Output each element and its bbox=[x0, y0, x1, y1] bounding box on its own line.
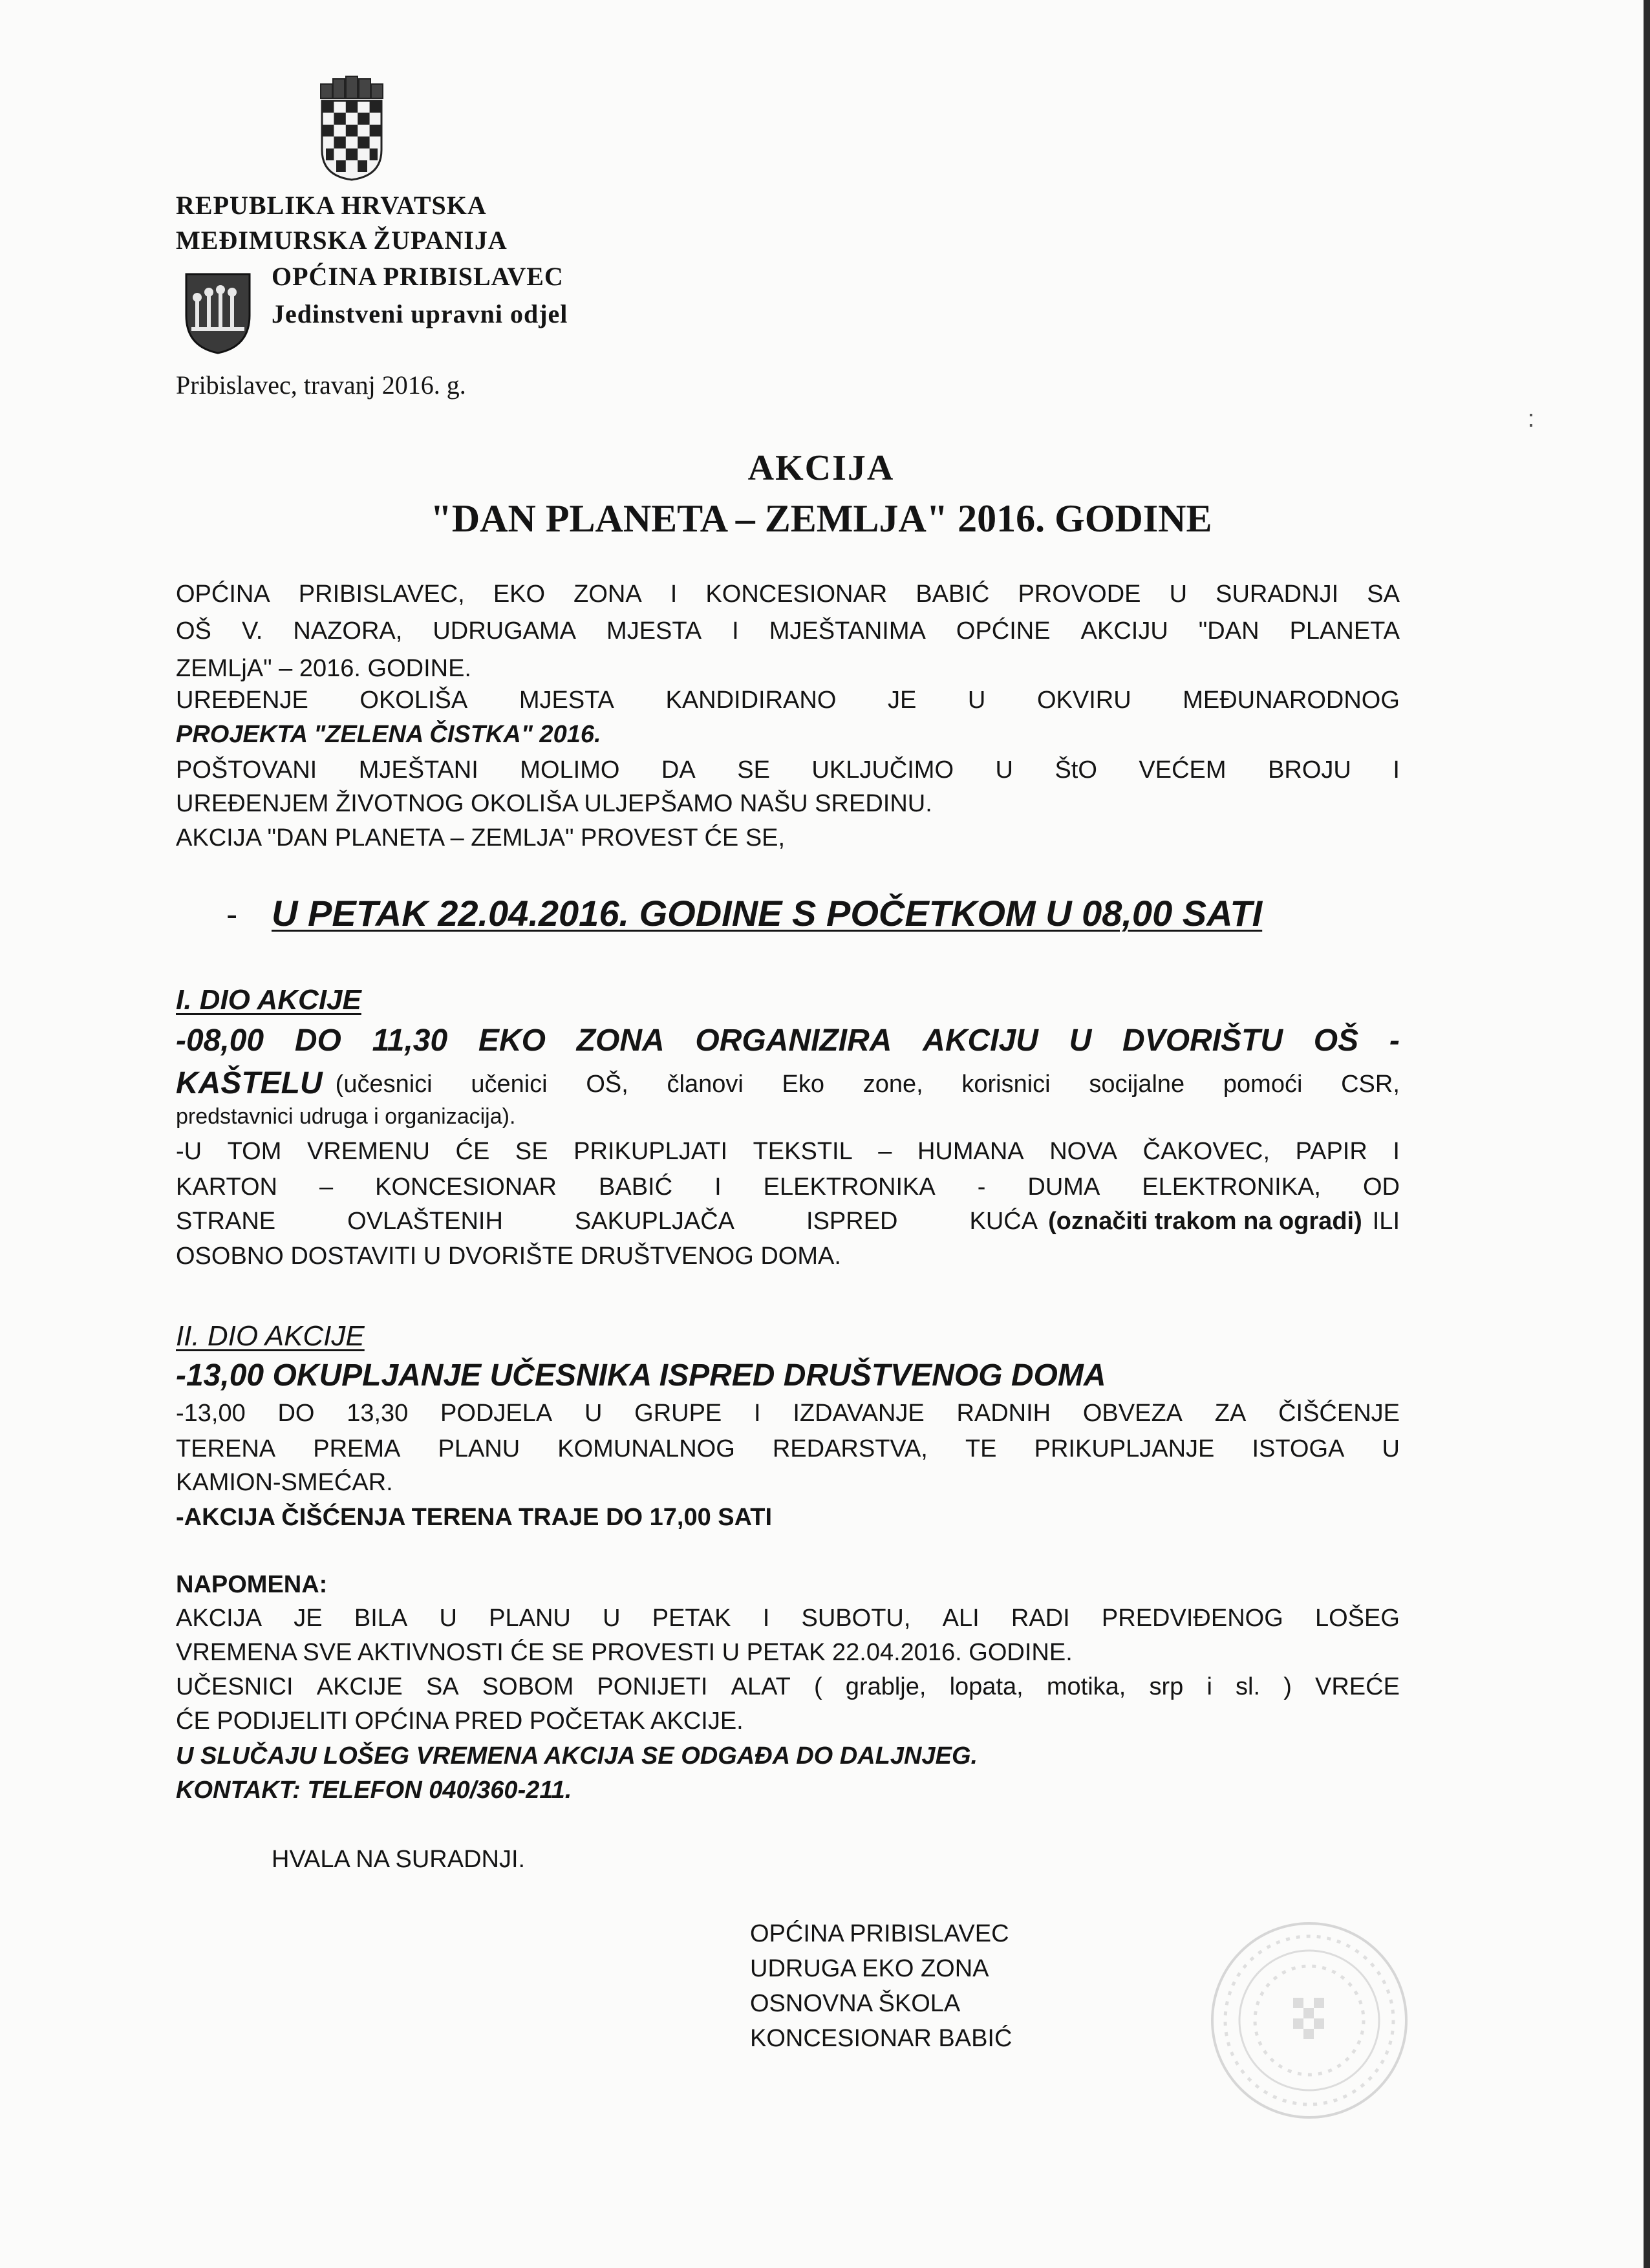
word: UČESNICI bbox=[176, 1673, 294, 1700]
word: EKO bbox=[493, 581, 546, 608]
word: 13,30 bbox=[347, 1400, 409, 1427]
project-name: PROJEKTA "ZELENA ČISTKA" 2016. bbox=[176, 721, 601, 748]
word: Eko bbox=[782, 1071, 824, 1098]
header-republic: REPUBLIKA HRVATSKA bbox=[176, 191, 487, 220]
word: I bbox=[732, 617, 739, 645]
word: I bbox=[1393, 756, 1400, 784]
word: - bbox=[977, 1173, 986, 1201]
word: I bbox=[670, 581, 678, 608]
word: STRANE bbox=[176, 1208, 276, 1235]
word: MJEŠTANI bbox=[358, 756, 478, 784]
part1-line-2-rest bbox=[336, 1065, 1400, 1101]
word: ISTOGA bbox=[1252, 1435, 1345, 1462]
word: ALAT bbox=[731, 1673, 791, 1700]
word: U bbox=[439, 1605, 457, 1632]
word: NOVA bbox=[1049, 1138, 1118, 1165]
word: ZONA bbox=[576, 1023, 665, 1058]
word: LOŠEG bbox=[1314, 1605, 1400, 1632]
word: pomoći bbox=[1223, 1071, 1303, 1098]
signatory-3: OSNOVNA ŠKOLA bbox=[750, 1990, 961, 2017]
word: "DAN bbox=[1198, 617, 1259, 645]
word: MOLIMO bbox=[520, 756, 620, 784]
part1-line-2 bbox=[176, 1065, 1400, 1101]
intro-line-4 bbox=[176, 687, 1400, 714]
scan-mark bbox=[1530, 414, 1532, 416]
part2-heading: II. DIO AKCIJE bbox=[176, 1320, 365, 1352]
part1-line-6 bbox=[176, 1208, 1400, 1236]
word: OPĆINA bbox=[176, 581, 270, 608]
word: VREĆE bbox=[1315, 1673, 1400, 1700]
word: U bbox=[1069, 1023, 1092, 1058]
word: PLANU bbox=[489, 1605, 571, 1632]
word: EKO bbox=[478, 1023, 546, 1058]
word: i bbox=[1206, 1673, 1212, 1700]
note-line-2: VREMENA SVE AKTIVNOSTI ĆE SE PROVESTI U PETAK 22.04.2016. GODINE. bbox=[176, 1639, 1073, 1666]
word: ISPRED bbox=[806, 1208, 898, 1235]
signatory-4: KONCESIONAR BABIĆ bbox=[750, 2025, 1012, 2052]
word: NAZORA, bbox=[293, 617, 403, 645]
word: – bbox=[878, 1138, 892, 1165]
word: PLANU bbox=[438, 1435, 520, 1462]
header-department: Jedinstveni upravni odjel bbox=[272, 299, 568, 328]
note-line-1 bbox=[176, 1605, 1400, 1632]
word: PAPIR bbox=[1295, 1138, 1367, 1165]
signatory-2: UDRUGA EKO ZONA bbox=[750, 1955, 989, 1982]
word: JE bbox=[294, 1605, 323, 1632]
municipal-coat-of-arms-icon bbox=[182, 270, 253, 356]
word: TOM bbox=[227, 1138, 282, 1165]
word: OKOLIŠA bbox=[359, 687, 468, 714]
word: SE bbox=[737, 756, 770, 784]
word: CSR, bbox=[1341, 1071, 1400, 1098]
word: OŠ bbox=[1313, 1023, 1359, 1058]
word: JE bbox=[887, 687, 917, 714]
word: KANDIDIRANO bbox=[665, 687, 837, 714]
word: BABIĆ bbox=[599, 1173, 673, 1201]
note-line-4: ĆE PODIJELITI OPĆINA PRED POČETAK AKCIJE. bbox=[176, 1707, 744, 1735]
word: ZA bbox=[1214, 1400, 1247, 1427]
word: MJESTA bbox=[519, 687, 614, 714]
word: zone, bbox=[862, 1071, 923, 1098]
word: KUĆA bbox=[969, 1208, 1038, 1235]
word: SURADNJI bbox=[1216, 581, 1339, 608]
word: srp bbox=[1149, 1673, 1184, 1700]
word: KONCESIONAR bbox=[705, 581, 888, 608]
word: ČIŠĆENJE bbox=[1278, 1400, 1400, 1427]
word: MJESTA bbox=[606, 617, 702, 645]
word: PODJELA bbox=[440, 1400, 553, 1427]
note-heading: NAPOMENA: bbox=[176, 1571, 328, 1598]
word: KARTON bbox=[176, 1173, 277, 1201]
word: lopata, bbox=[949, 1673, 1023, 1700]
word: ZONA bbox=[573, 581, 642, 608]
date-dash: - bbox=[226, 896, 238, 934]
word: I bbox=[714, 1173, 722, 1201]
header-county: MEĐIMURSKA ŽUPANIJA bbox=[176, 226, 508, 255]
word: članovi bbox=[667, 1071, 744, 1098]
word: KONCESIONAR bbox=[375, 1173, 557, 1201]
word: BROJU bbox=[1268, 756, 1351, 784]
word: V. bbox=[241, 617, 263, 645]
word: - bbox=[1389, 1023, 1400, 1058]
part2-line-1 bbox=[176, 1400, 1400, 1428]
word: BILA bbox=[354, 1605, 408, 1632]
word: DVORIŠTU bbox=[1122, 1023, 1283, 1058]
part1-line-4 bbox=[176, 1138, 1400, 1166]
word: MEĐUNARODNOG bbox=[1183, 687, 1400, 714]
word: I bbox=[1393, 1138, 1400, 1165]
word: TE bbox=[965, 1435, 997, 1462]
scan-edge bbox=[1644, 0, 1650, 2268]
word: PRIKUPLJANJE bbox=[1034, 1435, 1215, 1462]
word: ORGANIZIRA bbox=[695, 1023, 892, 1058]
word: grablje, bbox=[845, 1673, 927, 1700]
word: PETAK bbox=[652, 1605, 731, 1632]
title-action: AKCIJA bbox=[747, 448, 895, 488]
word: HUMANA bbox=[917, 1138, 1024, 1165]
part1-line-6-end: ILI bbox=[1372, 1208, 1400, 1235]
official-stamp bbox=[1203, 1914, 1416, 2127]
word: POŠTOVANI bbox=[176, 756, 317, 784]
word: -U bbox=[176, 1138, 202, 1165]
word: ČAKOVEC, bbox=[1142, 1138, 1270, 1165]
word: I bbox=[754, 1400, 761, 1427]
intro-line-2 bbox=[176, 617, 1400, 645]
word: korisnici bbox=[961, 1071, 1051, 1098]
word: SAKUPLJAČA bbox=[574, 1208, 734, 1235]
note-weather: U SLUČAJU LOŠEG VREMENA AKCIJA SE ODGAĐA DO DALJNJEG. bbox=[176, 1742, 978, 1770]
word: DA bbox=[661, 756, 696, 784]
word: OVLAŠTENIH bbox=[347, 1208, 503, 1235]
place-date: Pribislavec, travanj 2016. g. bbox=[176, 370, 466, 400]
part2-line-4: -AKCIJA ČIŠĆENJA TERENA TRAJE DO 17,00 SATI bbox=[176, 1504, 773, 1531]
word: PLANETA bbox=[1289, 617, 1400, 645]
word: PONIJETI bbox=[597, 1673, 708, 1700]
word: PRIKUPLJATI bbox=[573, 1138, 728, 1165]
word: TEKSTIL bbox=[753, 1138, 853, 1165]
word: AKCIJU bbox=[923, 1023, 1038, 1058]
word: sl. bbox=[1236, 1673, 1261, 1700]
word: 11,30 bbox=[372, 1023, 448, 1058]
title-event: "DAN PLANETA – ZEMLJA" 2016. GODINE bbox=[430, 497, 1212, 540]
word: BABIĆ bbox=[916, 581, 990, 608]
intro-line-1 bbox=[176, 581, 1400, 608]
word: U bbox=[967, 687, 986, 714]
word: SOBOM bbox=[482, 1673, 574, 1700]
word: RADI bbox=[1011, 1605, 1070, 1632]
thanks-text: HVALA NA SURADNJI. bbox=[272, 1846, 526, 1873]
word: SA bbox=[1367, 581, 1400, 608]
word: – bbox=[319, 1173, 334, 1201]
part1-heading: I. DIO AKCIJE bbox=[176, 984, 361, 1016]
word: UKLJUČIMO bbox=[811, 756, 954, 784]
word: DO bbox=[277, 1400, 315, 1427]
word: MJEŠTANIMA bbox=[769, 617, 926, 645]
word: U bbox=[603, 1605, 621, 1632]
word: ĆE bbox=[455, 1138, 490, 1165]
word: motika, bbox=[1046, 1673, 1126, 1700]
word: SE bbox=[515, 1138, 548, 1165]
part1-line-3: predstavnici udruga i organizacija). bbox=[176, 1104, 516, 1129]
word: OPĆINE bbox=[956, 617, 1051, 645]
word: RADNIH bbox=[956, 1400, 1051, 1427]
intro-line-7: UREĐENJEM ŽIVOTNOG OKOLIŠA ULJEPŠAMO NAŠU SREDINU. bbox=[176, 790, 932, 817]
word: IZDAVANJE bbox=[793, 1400, 925, 1427]
word: PREMA bbox=[313, 1435, 401, 1462]
location-kastel: KAŠTELU bbox=[176, 1066, 323, 1100]
word: UREĐENJE bbox=[176, 687, 308, 714]
word: TERENA bbox=[176, 1435, 276, 1462]
note-line-3 bbox=[176, 1673, 1400, 1701]
word: (učesnici bbox=[335, 1071, 433, 1098]
event-date-time: U PETAK 22.04.2016. GODINE S POČETKOM U 08,00 SATI bbox=[272, 893, 1263, 934]
word: U bbox=[995, 756, 1013, 784]
word: SA bbox=[425, 1673, 459, 1700]
word: PREDVIĐENOG bbox=[1101, 1605, 1283, 1632]
word: AKCIJA bbox=[176, 1605, 262, 1632]
croatian-coat-of-arms-icon bbox=[317, 72, 387, 182]
word: AKCIJU bbox=[1080, 617, 1168, 645]
word: DO bbox=[294, 1023, 341, 1058]
word: PROVODE bbox=[1018, 581, 1141, 608]
scan-mark bbox=[1530, 424, 1532, 427]
word: ALI bbox=[942, 1605, 980, 1632]
word: DUMA bbox=[1027, 1173, 1100, 1201]
word: učenici bbox=[471, 1071, 548, 1098]
word: OŠ, bbox=[586, 1071, 628, 1098]
word: ( bbox=[813, 1673, 822, 1700]
part1-line-7: OSOBNO DOSTAVITI U DVORIŠTE DRUŠTVENOG DOMA. bbox=[176, 1243, 841, 1270]
word: REDARSTVA, bbox=[772, 1435, 928, 1462]
word: OBVEZA bbox=[1082, 1400, 1183, 1427]
signatory-1: OPĆINA PRIBISLAVEC bbox=[750, 1920, 1009, 1947]
word: UDRUGAMA bbox=[433, 617, 577, 645]
note-contact: KONTAKT: TELEFON 040/360-211. bbox=[176, 1777, 572, 1804]
word: ) bbox=[1283, 1673, 1292, 1700]
part2-line-3: KAMION-SMEĆAR. bbox=[176, 1469, 393, 1496]
part2-subheading: -13,00 OKUPLJANJE UČESNIKA ISPRED DRUŠTVENOG DOMA bbox=[176, 1358, 1106, 1393]
word: OŠ bbox=[176, 617, 211, 645]
word: -08,00 bbox=[176, 1023, 264, 1058]
intro-line-3: ZEMLjA" – 2016. GODINE. bbox=[176, 655, 471, 682]
word: U bbox=[1169, 581, 1188, 608]
part1-line-1 bbox=[176, 1023, 1400, 1058]
word: PRIBISLAVEC, bbox=[298, 581, 465, 608]
word: -13,00 bbox=[176, 1400, 246, 1427]
part1-line-5 bbox=[176, 1173, 1400, 1201]
word: SUBOTU, bbox=[801, 1605, 911, 1632]
part2-line-2 bbox=[176, 1435, 1400, 1463]
word: U bbox=[584, 1400, 603, 1427]
word: socijalne bbox=[1089, 1071, 1185, 1098]
word: KOMUNALNOG bbox=[557, 1435, 735, 1462]
header-municipality: OPĆINA PRIBISLAVEC bbox=[272, 262, 564, 291]
word: I bbox=[762, 1605, 770, 1632]
intro-line-8: AKCIJA "DAN PLANETA – ZEMLJA" PROVEST ĆE SE, bbox=[176, 824, 786, 851]
intro-line-6 bbox=[176, 756, 1400, 784]
word: VREMENU bbox=[306, 1138, 430, 1165]
word: GRUPE bbox=[634, 1400, 722, 1427]
word: AKCIJE bbox=[316, 1673, 403, 1700]
word: U bbox=[1382, 1435, 1400, 1462]
marking-instruction: (označiti trakom na ogradi) bbox=[1048, 1208, 1362, 1235]
word: ELEKTRONIKA, bbox=[1142, 1173, 1321, 1201]
word: VEĆEM bbox=[1139, 756, 1227, 784]
word: OD bbox=[1362, 1173, 1400, 1201]
part1-line-6-start bbox=[176, 1208, 1038, 1236]
word: OKVIRU bbox=[1036, 687, 1131, 714]
word: ELEKTRONIKA bbox=[763, 1173, 936, 1201]
word: ŠtO bbox=[1055, 756, 1097, 784]
